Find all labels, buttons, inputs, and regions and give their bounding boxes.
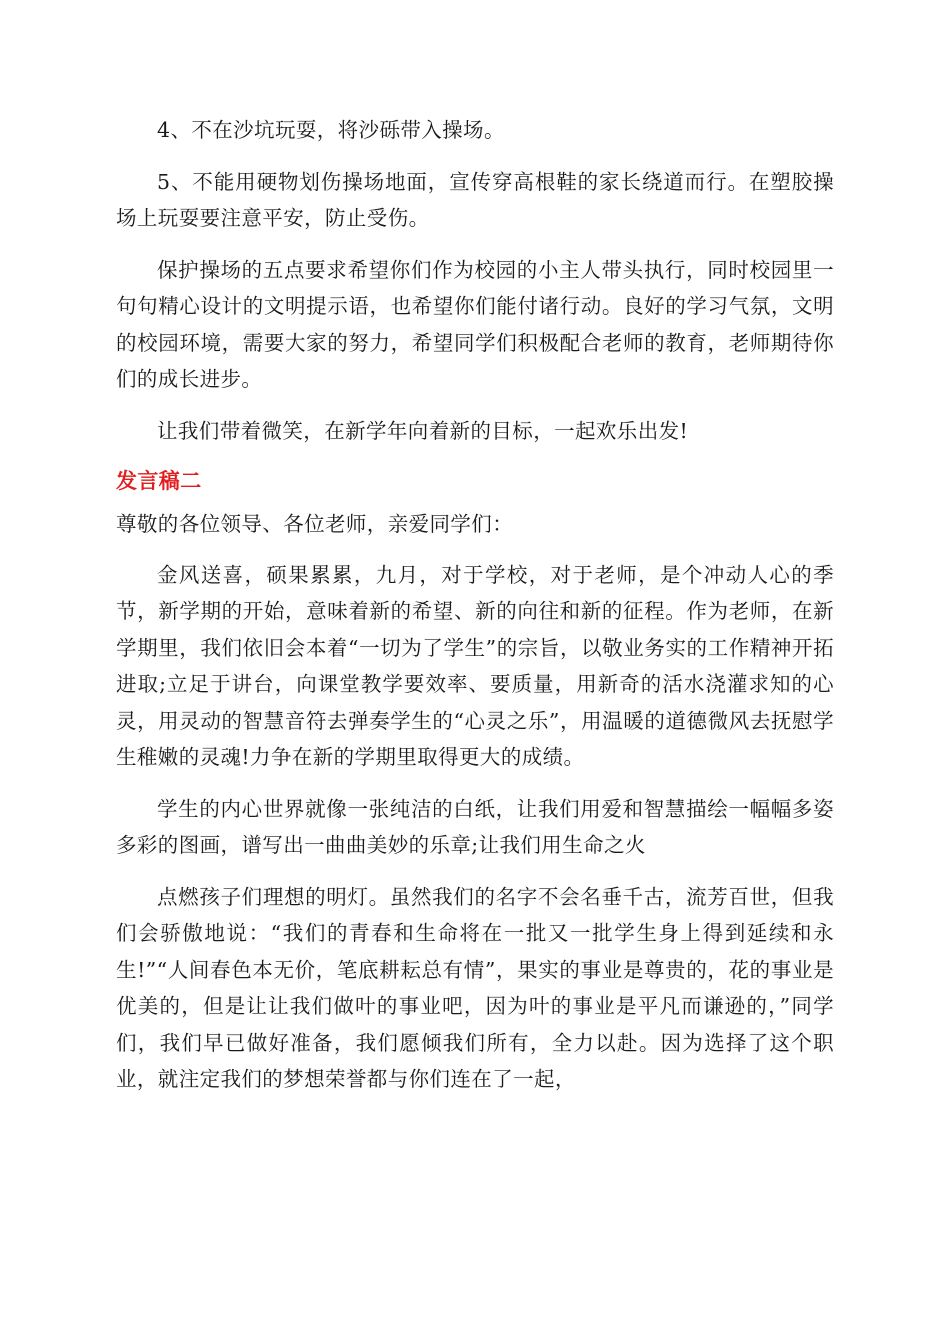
salutation: 尊敬的各位领导、各位老师，亲爱同学们： xyxy=(116,512,514,536)
paragraph-golden-wind: 金风送喜，硕果累累，九月，对于学校，对于老师，是个冲动人心的季节，新学期的开始，意味着新的希望、新的向往和新的征程。作为老师，在新学期里，我们依旧会本着“一切为了学生”的宗旨，以敬业务实的工作精神开拓进取;立足于讲台，向课堂教学要效率、要质量，用新奇的活水浇灌求知的心灵，用灵动的智慧音符去弹奏学生的“心灵之乐”，用温暖的道德微风去抚慰学生稚嫩的灵魂!力争在新的学期里取得更大的成绩。 xyxy=(116,562,834,769)
paragraph-item-5: 5、不能用硬物划伤操场地面，宣传穿高根鞋的家长绕道而行。在塑胶操场上玩耍要注意平安，防止受伤。 xyxy=(116,169,834,230)
paragraph-item-4: 4、不在沙坑玩耍，将沙砾带入操场。 xyxy=(157,118,505,142)
section-heading: 发言稿二 xyxy=(116,469,202,493)
paragraph-white-paper: 学生的内心世界就像一张纯洁的白纸，让我们用爱和智慧描绘一幅幅多姿多彩的图画，谱写出一曲曲美妙的乐章;让我们用生命之火 xyxy=(116,796,834,857)
paragraph-closing-smile: 让我们带着微笑，在新学年向着新的目标，一起欢乐出发! xyxy=(157,418,689,443)
document-body xyxy=(116,112,834,1113)
paragraph-light-lamp: 点燃孩子们理想的明灯。虽然我们的名字不会名垂千古，流芳百世，但我们会骄傲地说：“我们的青春和生命将在一批又一批学生身上得到延续和永生!”“人间春色本无价，笔底耕耘总有情”，果实的事业是尊贵的，花的事业是优美的，但是让让我们做叶的事业吧，因为叶的事业是平凡而谦逊的，”同学们，我们早已做好准备，我们愿倾我们所有，全力以赴。因为选择了这个职业，就注定我们的梦想荣誉都与你们连在了一起， xyxy=(116,884,834,1091)
paragraph-playground-requirements: 保护操场的五点要求希望你们作为校园的小主人带头执行，同时校园里一句句精心设计的文明提示语，也希望你们能付诸行动。良好的学习气氛，文明的校园环境，需要大家的努力，希望同学们积极配合老师的教育，老师期待你们的成长进步。 xyxy=(116,257,834,391)
